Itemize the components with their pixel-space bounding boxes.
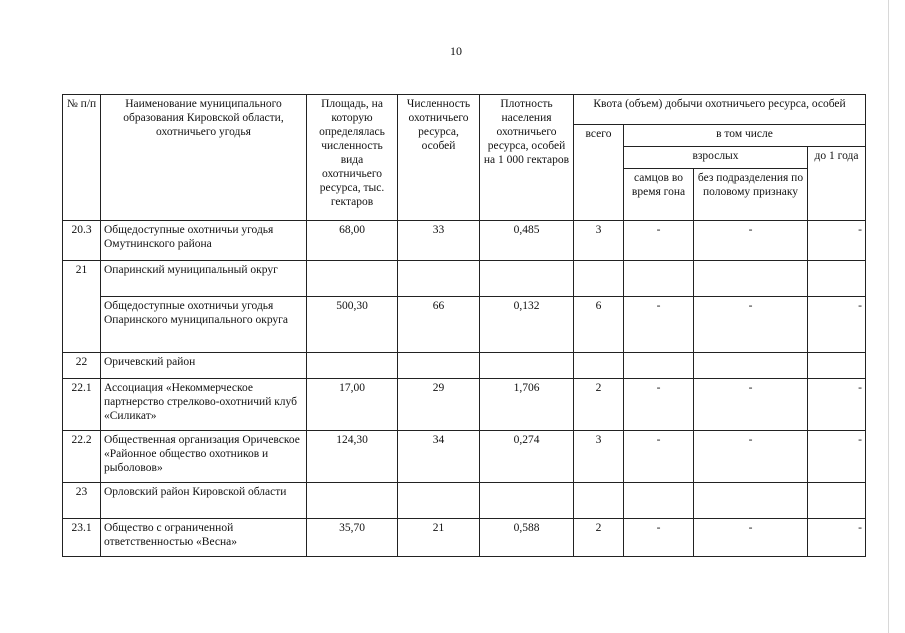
row-name: Общедоступные охотничьи угодья Опаринского муниципального округа bbox=[101, 297, 307, 353]
header-total: всего bbox=[574, 125, 624, 221]
row-density: 0,485 bbox=[480, 221, 574, 261]
quota-table bbox=[62, 94, 866, 557]
row-area bbox=[307, 483, 398, 519]
row-name: Общество с ограниченной ответственностью «Весна» bbox=[101, 519, 307, 557]
header-name: Наименование муниципального образования Кировской области, охотничьего угодья bbox=[101, 95, 307, 221]
row-nosex bbox=[694, 353, 808, 379]
header-including: в том числе bbox=[624, 125, 866, 147]
row-num: 23 bbox=[63, 483, 101, 519]
row-num: 22.2 bbox=[63, 431, 101, 483]
row-total bbox=[574, 483, 624, 519]
row-total bbox=[574, 353, 624, 379]
row-area: 68,00 bbox=[307, 221, 398, 261]
row-total: 3 bbox=[574, 431, 624, 483]
header-males-rut: самцов во время гона bbox=[624, 169, 694, 221]
row-count: 29 bbox=[398, 379, 480, 431]
row-under1: - bbox=[808, 431, 866, 483]
row-nosex bbox=[694, 483, 808, 519]
row-under1 bbox=[808, 353, 866, 379]
row-under1 bbox=[808, 261, 866, 297]
row-name: Ассоциация «Некоммерческое партнерство стрелково-охотничий клуб «Силикат» bbox=[101, 379, 307, 431]
row-under1: - bbox=[808, 379, 866, 431]
row-count bbox=[398, 353, 480, 379]
header-under1: до 1 года bbox=[808, 147, 866, 221]
row-nosex: - bbox=[694, 297, 808, 353]
row-nosex: - bbox=[694, 519, 808, 557]
row-num bbox=[63, 297, 101, 353]
row-males: - bbox=[624, 221, 694, 261]
row-density: 1,706 bbox=[480, 379, 574, 431]
row-under1: - bbox=[808, 297, 866, 353]
table-row bbox=[63, 379, 866, 431]
table-row bbox=[63, 297, 866, 353]
row-total: 2 bbox=[574, 519, 624, 557]
row-num: 22.1 bbox=[63, 379, 101, 431]
row-density bbox=[480, 261, 574, 297]
table-body bbox=[63, 221, 866, 557]
row-males bbox=[624, 483, 694, 519]
row-name: Орловский район Кировской области bbox=[101, 483, 307, 519]
row-area bbox=[307, 261, 398, 297]
row-total bbox=[574, 261, 624, 297]
table-row bbox=[63, 353, 866, 379]
row-under1 bbox=[808, 483, 866, 519]
row-num: 22 bbox=[63, 353, 101, 379]
header-no-sex: без подразделения по половому признаку bbox=[694, 169, 808, 221]
row-density bbox=[480, 353, 574, 379]
row-nosex: - bbox=[694, 431, 808, 483]
row-nosex: - bbox=[694, 379, 808, 431]
row-males bbox=[624, 261, 694, 297]
table-row bbox=[63, 431, 866, 483]
row-nosex: - bbox=[694, 221, 808, 261]
header-density: Плотность населения охотничьего ресурса, особей на 1 000 гектаров bbox=[480, 95, 574, 221]
header-area: Площадь, на которую определялась численность вида охотничьего ресурса, тыс. гектаров bbox=[307, 95, 398, 221]
row-under1: - bbox=[808, 519, 866, 557]
row-count: 66 bbox=[398, 297, 480, 353]
header-quota: Квота (объем) добычи охотничьего ресурса, особей bbox=[574, 95, 866, 125]
row-males: - bbox=[624, 297, 694, 353]
table-header bbox=[63, 95, 866, 221]
row-count bbox=[398, 261, 480, 297]
row-count bbox=[398, 483, 480, 519]
page-number: 10 bbox=[450, 44, 462, 58]
row-males: - bbox=[624, 379, 694, 431]
row-num: 23.1 bbox=[63, 519, 101, 557]
header-adults: взрослых bbox=[624, 147, 808, 169]
row-under1: - bbox=[808, 221, 866, 261]
row-nosex bbox=[694, 261, 808, 297]
row-males: - bbox=[624, 519, 694, 557]
row-count: 21 bbox=[398, 519, 480, 557]
row-area: 124,30 bbox=[307, 431, 398, 483]
table-row bbox=[63, 221, 866, 261]
row-density: 0,132 bbox=[480, 297, 574, 353]
row-name: Оричевский район bbox=[101, 353, 307, 379]
row-num: 21 bbox=[63, 261, 101, 297]
table-row bbox=[63, 519, 866, 557]
row-density bbox=[480, 483, 574, 519]
table-row bbox=[63, 483, 866, 519]
row-area: 500,30 bbox=[307, 297, 398, 353]
row-name: Общедоступные охотничьи угодья Омутнинского района bbox=[101, 221, 307, 261]
row-count: 34 bbox=[398, 431, 480, 483]
row-area: 35,70 bbox=[307, 519, 398, 557]
header-num: № п/п bbox=[63, 95, 101, 221]
row-area bbox=[307, 353, 398, 379]
row-total: 3 bbox=[574, 221, 624, 261]
row-name: Общественная организация Оричевское «Районное общество охотников и рыболовов» bbox=[101, 431, 307, 483]
header-count: Численность охотничьего ресурса, особей bbox=[398, 95, 480, 221]
row-count: 33 bbox=[398, 221, 480, 261]
row-males bbox=[624, 353, 694, 379]
row-males: - bbox=[624, 431, 694, 483]
row-area: 17,00 bbox=[307, 379, 398, 431]
row-total: 6 bbox=[574, 297, 624, 353]
row-name: Опаринский муниципальный округ bbox=[101, 261, 307, 297]
row-density: 0,588 bbox=[480, 519, 574, 557]
row-density: 0,274 bbox=[480, 431, 574, 483]
row-total: 2 bbox=[574, 379, 624, 431]
page-edge-line bbox=[888, 0, 889, 633]
row-num: 20.3 bbox=[63, 221, 101, 261]
table-row bbox=[63, 261, 866, 297]
